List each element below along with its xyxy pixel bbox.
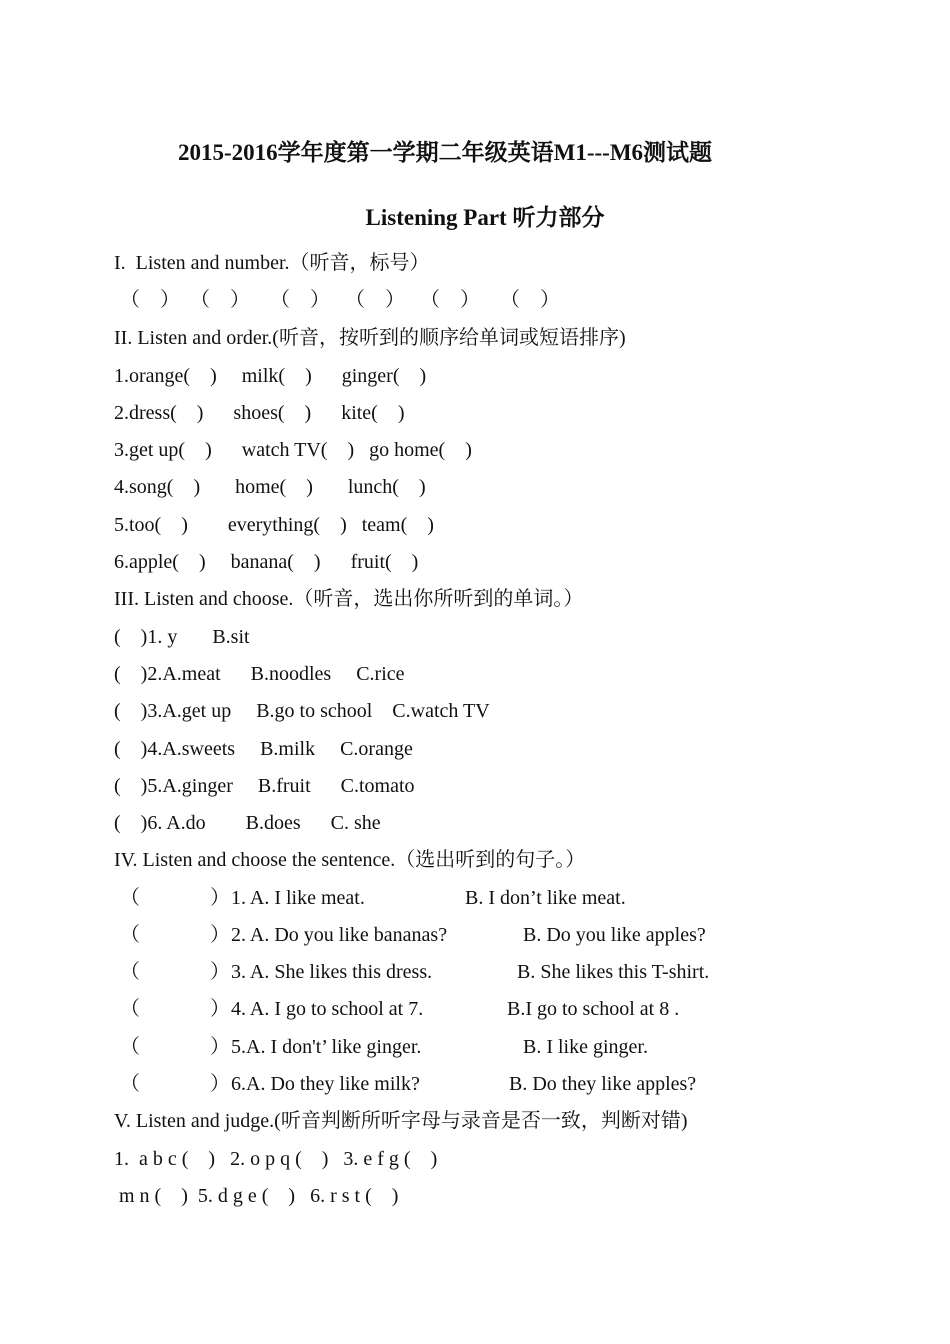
order-item: 1.orange( ) milk( ) ginger( )	[114, 365, 427, 387]
option-b: B.I go to school at 8 .	[507, 998, 680, 1020]
order-item: 2.dress( ) shoes( ) kite( )	[114, 402, 405, 424]
page-subtitle: Listening Part 听力部分	[365, 205, 605, 230]
answer-bracket: （ ）	[120, 961, 230, 983]
order-item: 3.get up( ) watch TV( ) go home( )	[114, 439, 472, 461]
choose-item: ( )5.A.ginger B.fruit C.tomato	[114, 775, 415, 797]
option-a: 6.A. Do they like milk?	[231, 1073, 420, 1095]
option-a: 5.A. I don't’ like ginger.	[231, 1036, 422, 1058]
choose-item: ( )2.A.meat B.noodles C.rice	[114, 663, 405, 685]
sentence-item	[114, 924, 754, 948]
option-a: 4. A. I go to school at 7.	[231, 998, 424, 1020]
choose-item: ( )1. y B.sit	[114, 626, 250, 648]
sentence-item	[114, 998, 754, 1022]
judge-line: m n ( ) 5. d g e ( ) 6. r s t ( )	[114, 1185, 399, 1207]
option-a: 1. A. I like meat.	[231, 887, 365, 909]
order-item: 4.song( ) home( ) lunch( )	[114, 476, 426, 498]
page-title: 2015-2016学年度第一学期二年级英语M1---M6测试题	[177, 140, 713, 165]
answer-bracket: （ ）	[120, 1036, 230, 1058]
answer-bracket: （ ）	[120, 1073, 230, 1095]
section-5-heading: V. Listen and judge.(听音判断所听字母与录音是否一致，判断对错)	[114, 1110, 688, 1132]
sentence-item	[114, 887, 754, 911]
answer-bracket: （ ）	[120, 924, 230, 946]
answer-bracket: （ ）	[120, 998, 230, 1020]
option-b: B. I like ginger.	[523, 1036, 648, 1058]
option-b: B. Do you like apples?	[523, 924, 706, 946]
sentence-item	[114, 1036, 754, 1060]
order-item: 5.too( ) everything( ) team( )	[114, 514, 434, 536]
section-1-brackets: （ ） （ ） （ ） （ ） （ ） （ ）	[120, 289, 560, 311]
section-3-heading: III. Listen and choose.（听音，选出你所听到的单词。）	[114, 588, 584, 610]
section-1-heading: I. Listen and number.（听音，标号）	[114, 252, 430, 274]
order-item: 6.apple( ) banana( ) fruit( )	[114, 551, 419, 573]
option-a: 3. A. She likes this dress.	[231, 961, 433, 983]
section-2-heading: II. Listen and order.(听音，按听到的顺序给单词或短语排序)	[114, 327, 626, 349]
answer-bracket: （ ）	[120, 887, 230, 909]
option-a: 2. A. Do you like bananas?	[231, 924, 448, 946]
option-b: B. She likes this T-shirt.	[517, 961, 710, 983]
choose-item: ( )4.A.sweets B.milk C.orange	[114, 738, 413, 760]
judge-line: 1. a b c ( ) 2. o p q ( ) 3. e f g ( )	[114, 1148, 438, 1170]
option-b: B. I don’t like meat.	[465, 887, 626, 909]
choose-item: ( )3.A.get up B.go to school C.watch TV	[114, 700, 490, 722]
section-4-heading: IV. Listen and choose the sentence.（选出听到的句子。）	[114, 849, 586, 871]
choose-item: ( )6. A.do B.does C. she	[114, 812, 381, 834]
sentence-item	[114, 1073, 754, 1097]
option-b: B. Do they like apples?	[509, 1073, 697, 1095]
sentence-item	[114, 961, 754, 985]
